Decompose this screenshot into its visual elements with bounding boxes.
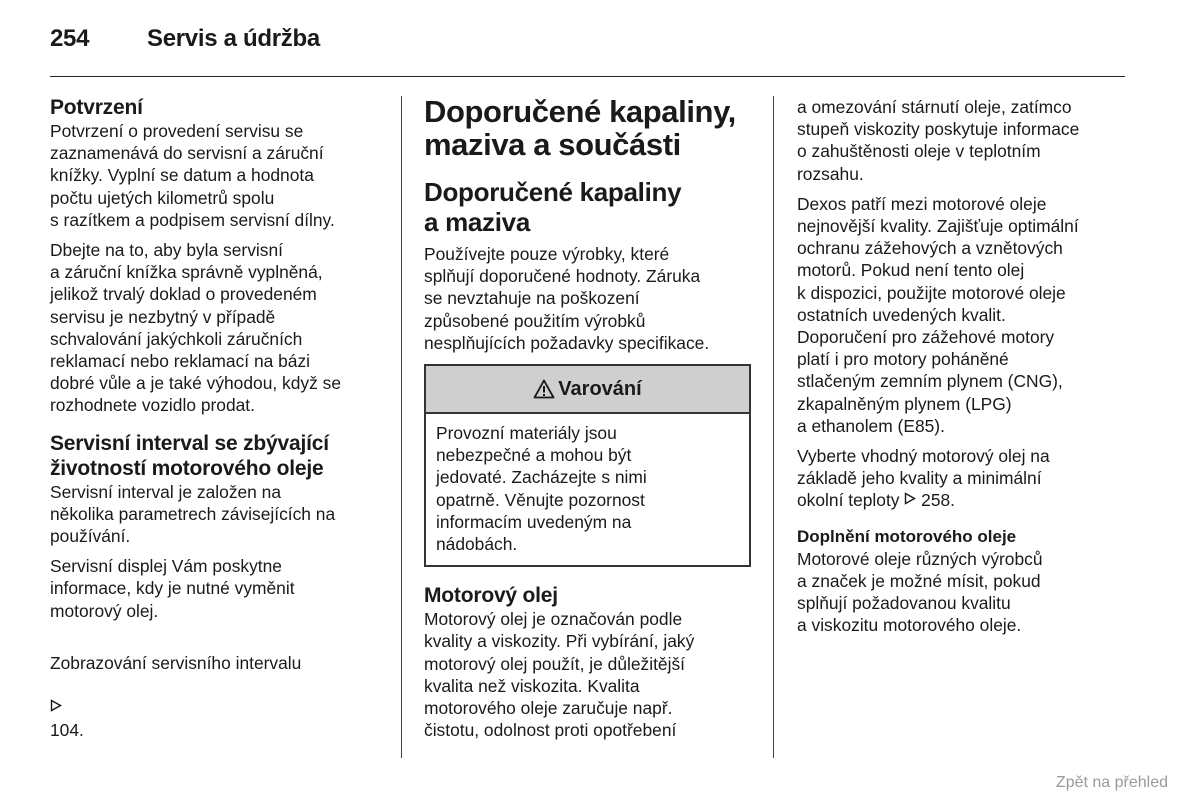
column-divider bbox=[401, 96, 402, 758]
paragraph: Servisní displej Vám poskytne informace, kdy je nutné vyměnit motorový olej. bbox=[50, 556, 295, 621]
heading-motor-oil: Motorový olej bbox=[424, 584, 558, 608]
column-left bbox=[50, 95, 385, 749]
section-title: Servis a údržba bbox=[147, 25, 320, 52]
page-reference[interactable] bbox=[50, 674, 385, 741]
arrow-right-outline-icon bbox=[50, 699, 62, 712]
column-right bbox=[797, 96, 1132, 644]
column-middle bbox=[424, 95, 754, 749]
page-number: 254 bbox=[50, 25, 90, 52]
warning-title: Varování bbox=[558, 377, 642, 400]
page-header bbox=[50, 22, 1125, 77]
paragraph bbox=[797, 445, 1132, 512]
heading-recommended-fluids: Doporučené kapaliny, maziva a součásti bbox=[424, 94, 736, 162]
heading-oil-topup: Doplnění motorového oleje bbox=[797, 526, 1017, 546]
paragraph bbox=[50, 630, 385, 674]
reference-page[interactable]: 104. bbox=[50, 719, 84, 740]
warning-triangle-icon bbox=[533, 379, 555, 399]
paragraph: Servisní interval je založen na několika parametrech závisejících na používání. bbox=[50, 481, 336, 547]
warning-header bbox=[426, 366, 749, 414]
paragraph: Dexos patří mezi motorové oleje nejnovější kvality. Zajišťuje optimální ochranu zážehových a vznětových motorů. Pokud není tento olej k dispozici, použijte motorové oleje ostatních uvedených kvalit. Doporučení pro zážehové motory platí i pro motory poháněné stlačeným zemním plynem (CNG), zkapalněným plynem (LPG) a ethanolem (E85). bbox=[797, 193, 1079, 436]
heading-potvrzeni: Potvrzení bbox=[50, 96, 143, 119]
column-divider bbox=[773, 96, 774, 758]
paragraph: Motorový olej je označován podle kvality a viskozity. Při vybírání, jaký motorový olej použít, je důležitější kvalita než viskozita. Kvalita motorového oleje zaručuje např. čistotu, odolnost proti opotřebení bbox=[424, 609, 695, 741]
paragraph: Potvrzení o provedení servisu se zaznamenává do servisní a záruční knížky. Vyplní se datum a hodnota počtu ujetých kilometrů spolu s razítkem a podpisem servisní dílny. bbox=[50, 121, 335, 230]
warning-body bbox=[426, 414, 749, 565]
paragraph: Motorové oleje různých výrobců a značek je možné mísit, pokud splňují požadovanou kvalitu a viskozitu motorového oleje. bbox=[797, 548, 1043, 636]
reference-page[interactable]: 258. bbox=[921, 490, 956, 511]
paragraph: Používejte pouze výrobky, které splňují doporučené hodnoty. Záruka se nevztahuje na poškození způsobené použitím výrobků nesplňujících požadavky specifikace. bbox=[424, 244, 710, 353]
back-to-overview-link[interactable]: Zpět na přehled bbox=[1055, 774, 1168, 791]
warning-box bbox=[424, 364, 751, 567]
paragraph: a omezování stárnutí oleje, zatímco stupeň viskozity poskytuje informace o zahuštěnosti oleje v teplotním rozsahu. bbox=[797, 97, 1080, 184]
paragraph: Dbejte na to, aby byla servisní a záruční knížka správně vyplněná, jelikož trvalý doklad o provedeném servisu je nezbytný v případě schvalování jakýchkoli záručních reklamací nebo reklamací na bázi dobré vůle a je také výhodou, když se rozhodnete vozidlo prodat. bbox=[50, 240, 341, 416]
paragraph-text: Zobrazování servisního intervalu bbox=[50, 653, 302, 674]
heading-fluids-lubricants: Doporučené kapaliny a maziva bbox=[424, 177, 682, 237]
heading-service-interval: Servisní interval se zbývající životností motorového oleje bbox=[50, 431, 329, 480]
warning-text: Provozní materiály jsou nebezpečné a mohou být jedovaté. Zacházejte s nimi opatrně. Věnujte pozornost informacím uvedeným na nádobách. bbox=[436, 423, 647, 555]
paragraph-text: Vyberte vhodný motorový olej na základě jeho kvality a minimální okolní teploty bbox=[797, 446, 1050, 511]
arrow-right-outline-icon bbox=[904, 492, 916, 505]
